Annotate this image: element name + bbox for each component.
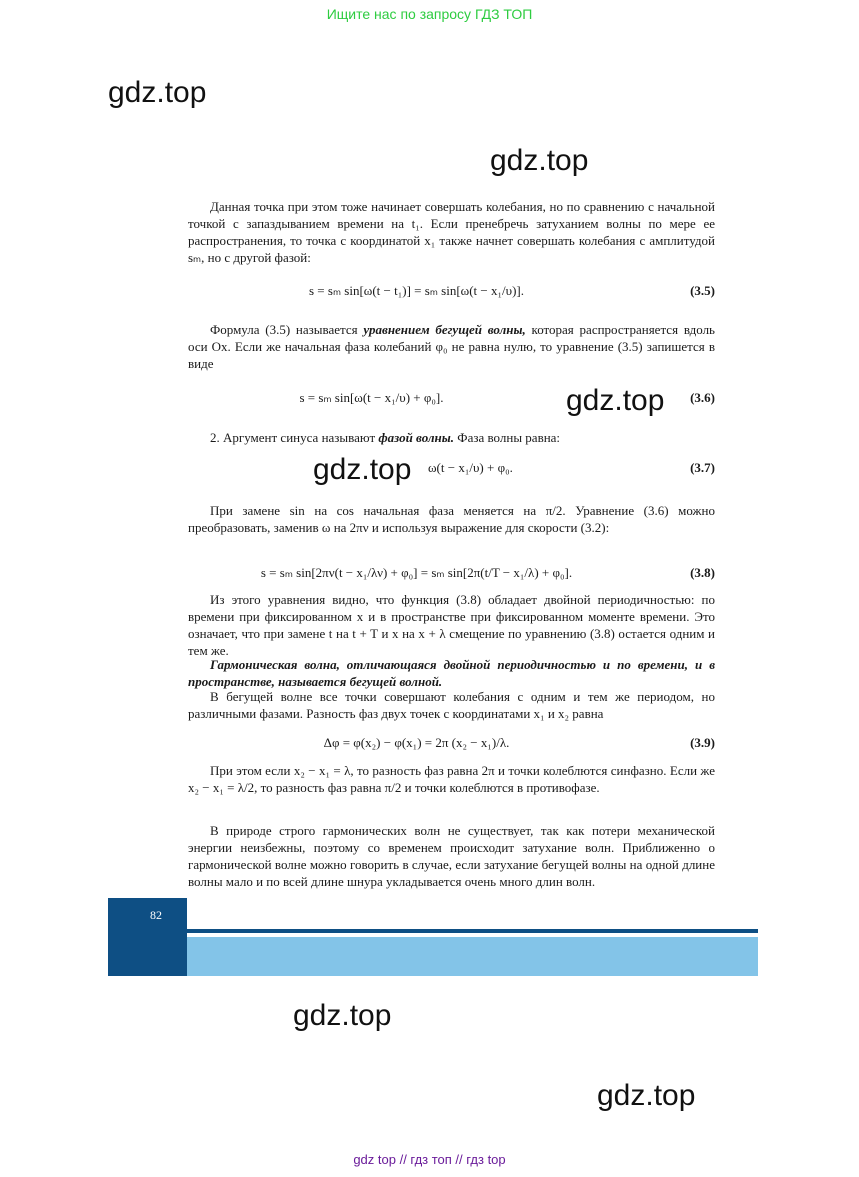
formula-text: Δφ = φ(x₂) − φ(x₁) = 2π (x₂ − x₁)/λ.	[323, 735, 510, 750]
page-number-box	[108, 898, 187, 976]
term-emphasis: уравнением бегущей волны,	[363, 322, 526, 337]
paragraph-4: При замене sin на cos начальная фаза меняется на π/2. Уравнение (3.6) можно преобразовать, заменив ω на 2πν и используя выражение для скорости (3.2):	[188, 503, 715, 535]
paragraph-1: Данная точка при этом тоже начинает совершать колебания, но по сравнению с начальной точкой с запаздыванием времени на t₁. Если пренебречь затуханием волны по мере ее распространения, то точка с координатой x₁ также начнет совершать колебания с амплитудой sₘ, но с другой фазой:	[188, 199, 715, 265]
formula-3-5	[188, 281, 715, 303]
formula-number: (3.9)	[690, 735, 715, 750]
paragraph-8: При этом если x₂ − x₁ = λ, то разность фаз равна 2π и точки колеблются синфазно. Если же x₂ − x₁ = λ/2, то разность фаз равна π/2 и точки колеблются в противофазе.	[188, 763, 715, 795]
formula-text: s = sₘ sin[ω(t − t₁)] = sₘ sin[ω(t − x₁/υ)].	[309, 283, 524, 298]
formula-text: ω(t − x₁/υ) + φ₀.	[428, 460, 513, 475]
text-span: которая распространяется вдоль оси Ox. Если же начальная фаза колебаний φ₀ не равна нулю, то уравнение (3.5) запишется в виде	[188, 322, 715, 371]
watermark: gdz.top	[597, 1079, 696, 1112]
formula-number: (3.8)	[690, 565, 715, 580]
watermark: gdz.top	[293, 999, 392, 1032]
footer-links[interactable]: gdz top // гдз топ // гдз top	[353, 1152, 506, 1167]
footer-band	[187, 937, 758, 976]
paragraph-9: В природе строго гармонических волн не существует, так как потери механической энергии неизбежны, поэтому со временем происходит затухание волн. Приближенно о гармонической волне можно говорить в случае, если затухание бегущей волны на одной длине волны мало и по всей длине шнура укладывается очень много длин волн.	[188, 823, 715, 889]
formula-number: (3.6)	[690, 390, 715, 405]
formula-number: (3.5)	[690, 283, 715, 298]
formula-number: (3.7)	[690, 460, 715, 475]
watermark: gdz.top	[313, 453, 412, 486]
definition-paragraph: Гармоническая волна, отличающаяся двойной периодичностью и по времени, и в пространстве, называется бегущей волной.	[188, 657, 715, 689]
term-emphasis: фазой волны.	[378, 430, 455, 445]
paragraph-5: Из этого уравнения видно, что функция (3.8) обладает двойной периодичностью: по времени при фиксированном x и в пространстве при фиксированном моменте времени. Это означает, что при замене t на t + T и x на x + λ смещение по уравнению (3.8) остается одним и тем же.	[188, 592, 715, 658]
formula-3-9	[188, 733, 715, 755]
text-span: Фаза волны равна:	[454, 430, 561, 445]
footer-divider	[187, 929, 758, 933]
formula-text: s = sₘ sin[2πν(t − x₁/λν) + φ₀] = sₘ sin[2π(t/T − x₁/λ) + φ₀].	[260, 565, 573, 580]
watermark: gdz.top	[490, 144, 589, 177]
search-hint-link[interactable]: Ищите нас по запросу ГДЗ ТОП	[326, 6, 533, 22]
paragraph-2	[188, 321, 715, 372]
formula-text: s = sₘ sin[ω(t − x₁/υ) + φ₀].	[299, 390, 444, 405]
formula-3-8	[188, 563, 715, 585]
paragraph-7: В бегущей волне все точки совершают колебания с одним и тем же периодом, но различными фазами. Разность фаз двух точек с координатами x₁ и x₂ равна	[188, 689, 715, 721]
watermark: gdz.top	[108, 76, 207, 109]
paragraph-3	[188, 429, 715, 446]
page-number: 82	[150, 908, 162, 922]
text-span: Формула (3.5) называется	[210, 322, 364, 337]
formula-3-7	[188, 458, 715, 480]
watermark: gdz.top	[566, 384, 665, 417]
text-span: 2. Аргумент синуса называют	[210, 430, 379, 445]
